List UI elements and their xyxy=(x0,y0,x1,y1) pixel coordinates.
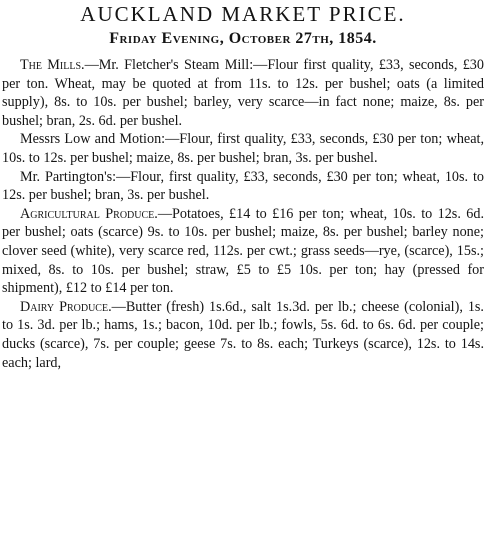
paragraph-lead-the-mills: The Mills. xyxy=(20,57,85,73)
paragraph-text-the-mills: —Mr. Fletcher's Steam Mill:—Flour first quality, £33, seconds, £30 per ton. Wheat, may be quoted at from 11s. to 12s. per bushel; oats (a limited supply), 8s. to 10s. per bushel; barley, very scarce—in fact none; maize, 8s. per bushel; bran, 2s. 6d. per bushel. xyxy=(2,57,484,129)
paragraph-agricultural-produce xyxy=(2,205,484,298)
paragraph-lead-dairy-produce: Dairy Produce. xyxy=(20,298,112,315)
paragraph-dairy-produce xyxy=(2,298,484,372)
paragraph-low-and-motion xyxy=(2,130,484,167)
article-title: AUCKLAND MARKET PRICE. xyxy=(80,2,406,26)
paragraph-text-partington: Mr. Partington's:—Flour, first quality, £33, seconds, £30 per ton; wheat, 10s. to 12s. per bushel; bran, 3s. per bushel. xyxy=(2,168,484,204)
paragraph-the-mills xyxy=(2,56,484,130)
article-dateline: Friday Evening, October 27th, 1854. xyxy=(109,30,377,47)
paragraph-text-dairy-produce: —Butter (fresh) 1s.6d., salt 1s.3d. per lb.; cheese (colonial), 1s. to 1s. 3d. per lb.; hams, 1s.; bacon, 10d. per lb.; fowls, 5s. 6d. to 6s. 6d. per couple; ducks (scarce), 7s. per couple; geese 7s. to 8s. each; Turkeys (scarce), 12s. to 14s. each; lard, xyxy=(2,298,484,371)
paragraph-text-agricultural-produce: —Potatoes, £14 to £16 per ton; wheat, 10s. to 12s. 6d. per bushel; oats (scarce) 9s. to 10s. per bushel; maize, 8s. per bushel; barley none; clover seed (white), very scarce red, 112s. per cwt.; grass seeds—rye, (scarce), 15s.; mixed, 8s. to 10s. per bushel; straw, £5 to £5 10s. per ton; hay (pressed for shipment), £12 to £14 per ton. xyxy=(2,205,484,297)
paragraph-partington xyxy=(2,168,484,205)
paragraph-text-low-and-motion: Messrs Low and Motion:—Flour, first quality, £33, seconds, £30 per ton; wheat, 10s. to 12s. per bushel; maize, 8s. per bushel; bran, 3s. per bushel. xyxy=(2,131,484,166)
paragraph-lead-agricultural-produce: Agricultural Produce. xyxy=(20,205,158,222)
